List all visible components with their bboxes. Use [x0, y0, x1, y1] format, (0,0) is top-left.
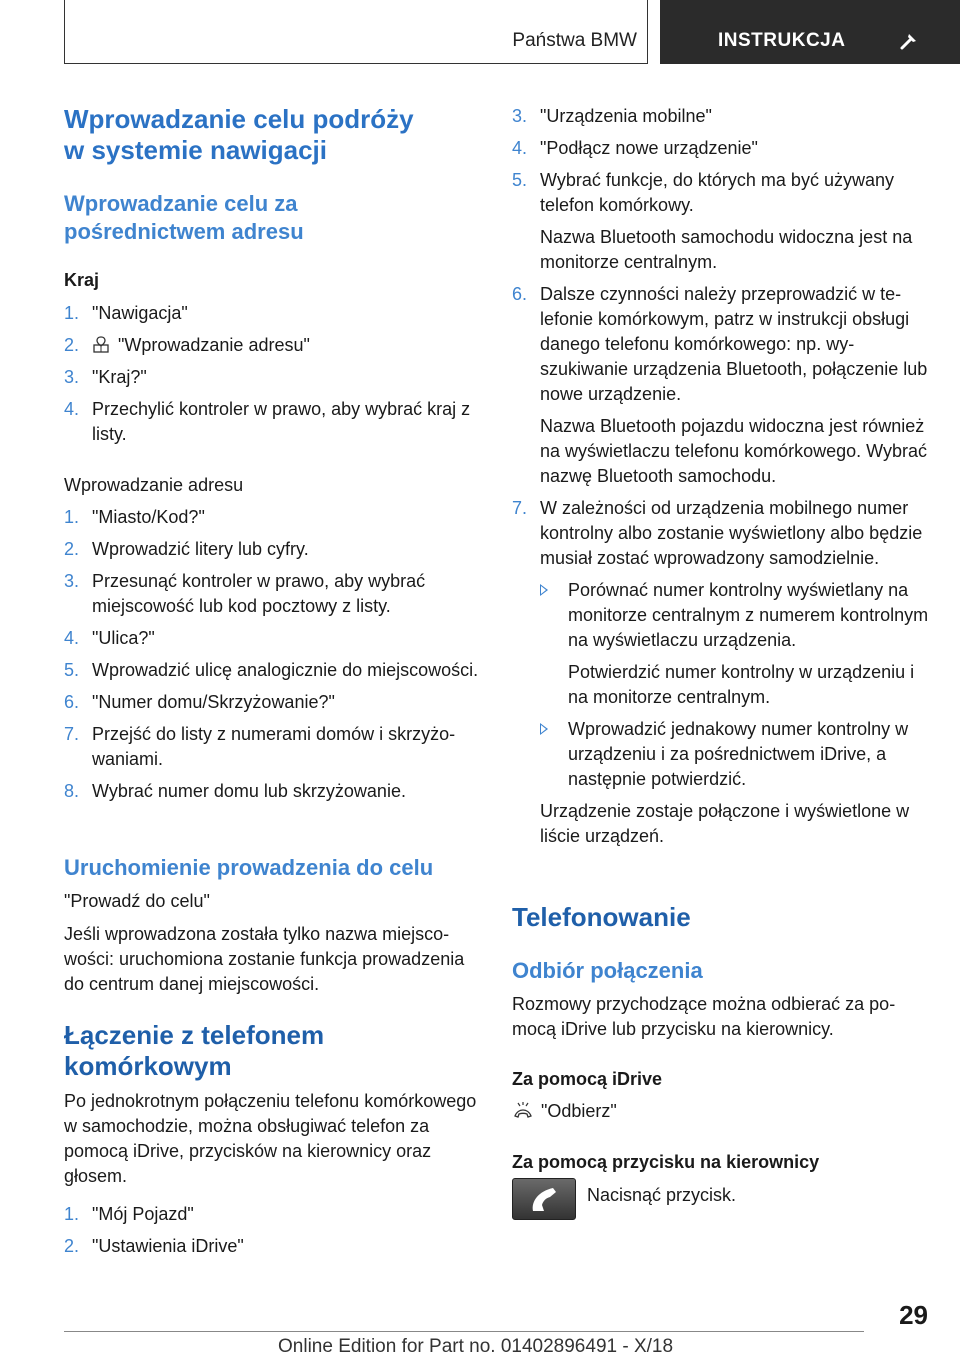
- country-heading: Kraj: [64, 270, 100, 290]
- bullet-item: Porównać numer kontrolny wyświetlany na monitorze centralnym z numerem kontrolnym na wyświetlaczu urządzenia. Potwierdzić numer kontrolny w urządzeniu i na monitorze centralnym.: [540, 578, 930, 710]
- phone-description: Po jednokrotnym połączeniu telefonu komórkowego w samochodzie, można obsługiwać telefon za pomocą iDrive, przycisków na kierownicy oraz głosem.: [64, 1091, 477, 1186]
- list-item: 2. "Wprowadzanie adresu": [64, 335, 310, 355]
- list-item: 1. "Miasto/Kod?": [64, 507, 205, 527]
- section-title-address: Wprowadzanie celu za pośrednictwem adresu: [64, 191, 304, 244]
- list-item: 7. Przejść do listy z numerami domów i skrzyżowaniami.: [64, 724, 456, 769]
- step-note: Nazwa Bluetooth samochodu widoczna jest na monitorze centralnym.: [540, 227, 913, 272]
- connection-confirmation: Urządzenie zostaje połączone i wyświetlone w liście urządzeń.: [540, 801, 910, 846]
- wrench-tool-icon: [898, 30, 920, 52]
- wheel-heading: Za pomocą przycisku na kierownicy: [512, 1152, 820, 1172]
- bluetooth-steps: [512, 104, 930, 856]
- country-steps: [64, 301, 482, 454]
- steering-phone-button-icon: [512, 1178, 576, 1220]
- footer-edition: Online Edition for Part no. 01402896491 - X/18: [278, 1336, 674, 1357]
- triangle-bullet-icon: [540, 723, 548, 735]
- list-item: 1. "Nawigacja": [64, 303, 188, 323]
- section-title-guidance: Uruchomienie prowadzenia do celu: [64, 855, 434, 880]
- phone-receiver-icon: [513, 1179, 575, 1219]
- address-steps: [64, 505, 482, 811]
- bullet-item: Wprowadzić jednakowy numer kontrolny w urządzeniu i za pośrednictwem iDrive, a następnie potwierdzić.: [540, 717, 930, 792]
- idrive-answer-label: "Odbierz": [541, 1101, 617, 1121]
- navigation-map-icon: [92, 336, 110, 354]
- header-owner-box: [64, 0, 648, 64]
- list-item: 5. Wybrać funkcje, do których ma być używany telefon komórkowy. Nazwa Bluetooth samochodu widoczna jest na monitorze centralnym.: [512, 168, 930, 275]
- list-item: 2. Wprowadzić litery lub cyfry.: [64, 539, 309, 559]
- list-item: 3. "Kraj?": [64, 367, 147, 387]
- phone-steps: [64, 1202, 482, 1266]
- phone-receiver-icon: [512, 1102, 534, 1122]
- idrive-heading: Za pomocą iDrive: [512, 1069, 663, 1089]
- header-instructions-box[interactable]: [660, 0, 960, 64]
- section-title-telephoning: Telefonowanie: [512, 902, 691, 932]
- list-item: 5. Wprowadzić ulicę analogicznie do miejscowości.: [64, 660, 479, 680]
- list-item: 8. Wybrać numer domu lub skrzyżowanie.: [64, 781, 406, 801]
- header-instructions-label[interactable]: INSTRUKCJA: [718, 30, 846, 51]
- header-owner-label[interactable]: Państwa BMW: [512, 30, 637, 51]
- footer-divider: [64, 1331, 864, 1332]
- list-item: 6. Dalsze czynności należy przeprowadzić w telefonie komórkowym, patrz w instrukcji obsługi danego telefonu komórkowego: np. wyszukiwanie urządzenia Bluetooth, połączenie lub nowe urządzenie. Nazwa Bluetooth pojazdu widoczna jest również na wyświetlaczu telefonu komórkowego. Wybrać nazwę Bluetooth samochodu.: [512, 282, 930, 489]
- list-item: 4. "Ulica?": [64, 628, 155, 648]
- list-item: 7. W zależności od urządzenia mobilnego numer kontrolny albo zostanie wyświetlony albo będzie musiał zostać wprowadzony samodzielnie. Porównać numer kontrolny wyświetlany na monitorze centralnym z numerem kontrolnym na wyświetlaczu urządzenia. Potwierdzić numer kontrolny w urządzeniu i na monitorze centralnym. Wprowadzić jednakowy numer kontrolny w urządzeniu i za pośrednictwem iDrive, a następnie potwierdzić. Urządzenie zostaje połączone i wyświetlone w liście urządzeń.: [512, 496, 930, 849]
- bullet-note: Potwierdzić numer kontrolny w urządzeniu i na monitorze centralnym.: [568, 662, 915, 707]
- list-item: 3. "Urządzenia mobilne": [512, 106, 712, 126]
- triangle-bullet-icon: [540, 584, 548, 596]
- section-title-answer-call: Odbiór połączenia: [512, 958, 703, 983]
- page-title: Wprowadzanie celu podróży w systemie nawigacji: [64, 104, 414, 165]
- guidance-action: "Prowadź do celu": [64, 891, 210, 911]
- list-item: 6. "Numer domu/Skrzyżowanie?": [64, 692, 335, 712]
- address-heading: Wprowadzanie adresu: [64, 475, 244, 495]
- list-item: 2. "Ustawienia iDrive": [64, 1236, 244, 1256]
- list-item: 4. Przechylić kontroler w prawo, aby wybrać kraj z listy.: [64, 399, 471, 444]
- guidance-description: Jeśli wprowadzona została tylko nazwa miejscowości: uruchomiona zostanie funkcja prowadzenia do centrum danej miejscowości.: [64, 924, 465, 994]
- list-item: 1. "Mój Pojazd": [64, 1204, 194, 1224]
- list-item: 4. "Podłącz nowe urządzenie": [512, 138, 758, 158]
- answer-call-description: Rozmowy przychodzące można odbierać za pomocą iDrive lub przycisku na kierownicy.: [512, 994, 896, 1039]
- section-title-phone: Łączenie z telefonem komórkowym: [64, 1020, 325, 1081]
- list-item: 3. Przesunąć kontroler w prawo, aby wybrać miejscowość lub kod pocztowy z listy.: [64, 571, 426, 616]
- wheel-action: Nacisnąć przycisk.: [587, 1185, 737, 1205]
- page-number: 29: [899, 1300, 928, 1330]
- step-note: Nazwa Bluetooth pojazdu widoczna jest również na wyświetlaczu telefonu komórkowego. Wybrać nazwę Bluetooth samochodu.: [540, 416, 928, 486]
- check-number-bullets: [540, 578, 930, 792]
